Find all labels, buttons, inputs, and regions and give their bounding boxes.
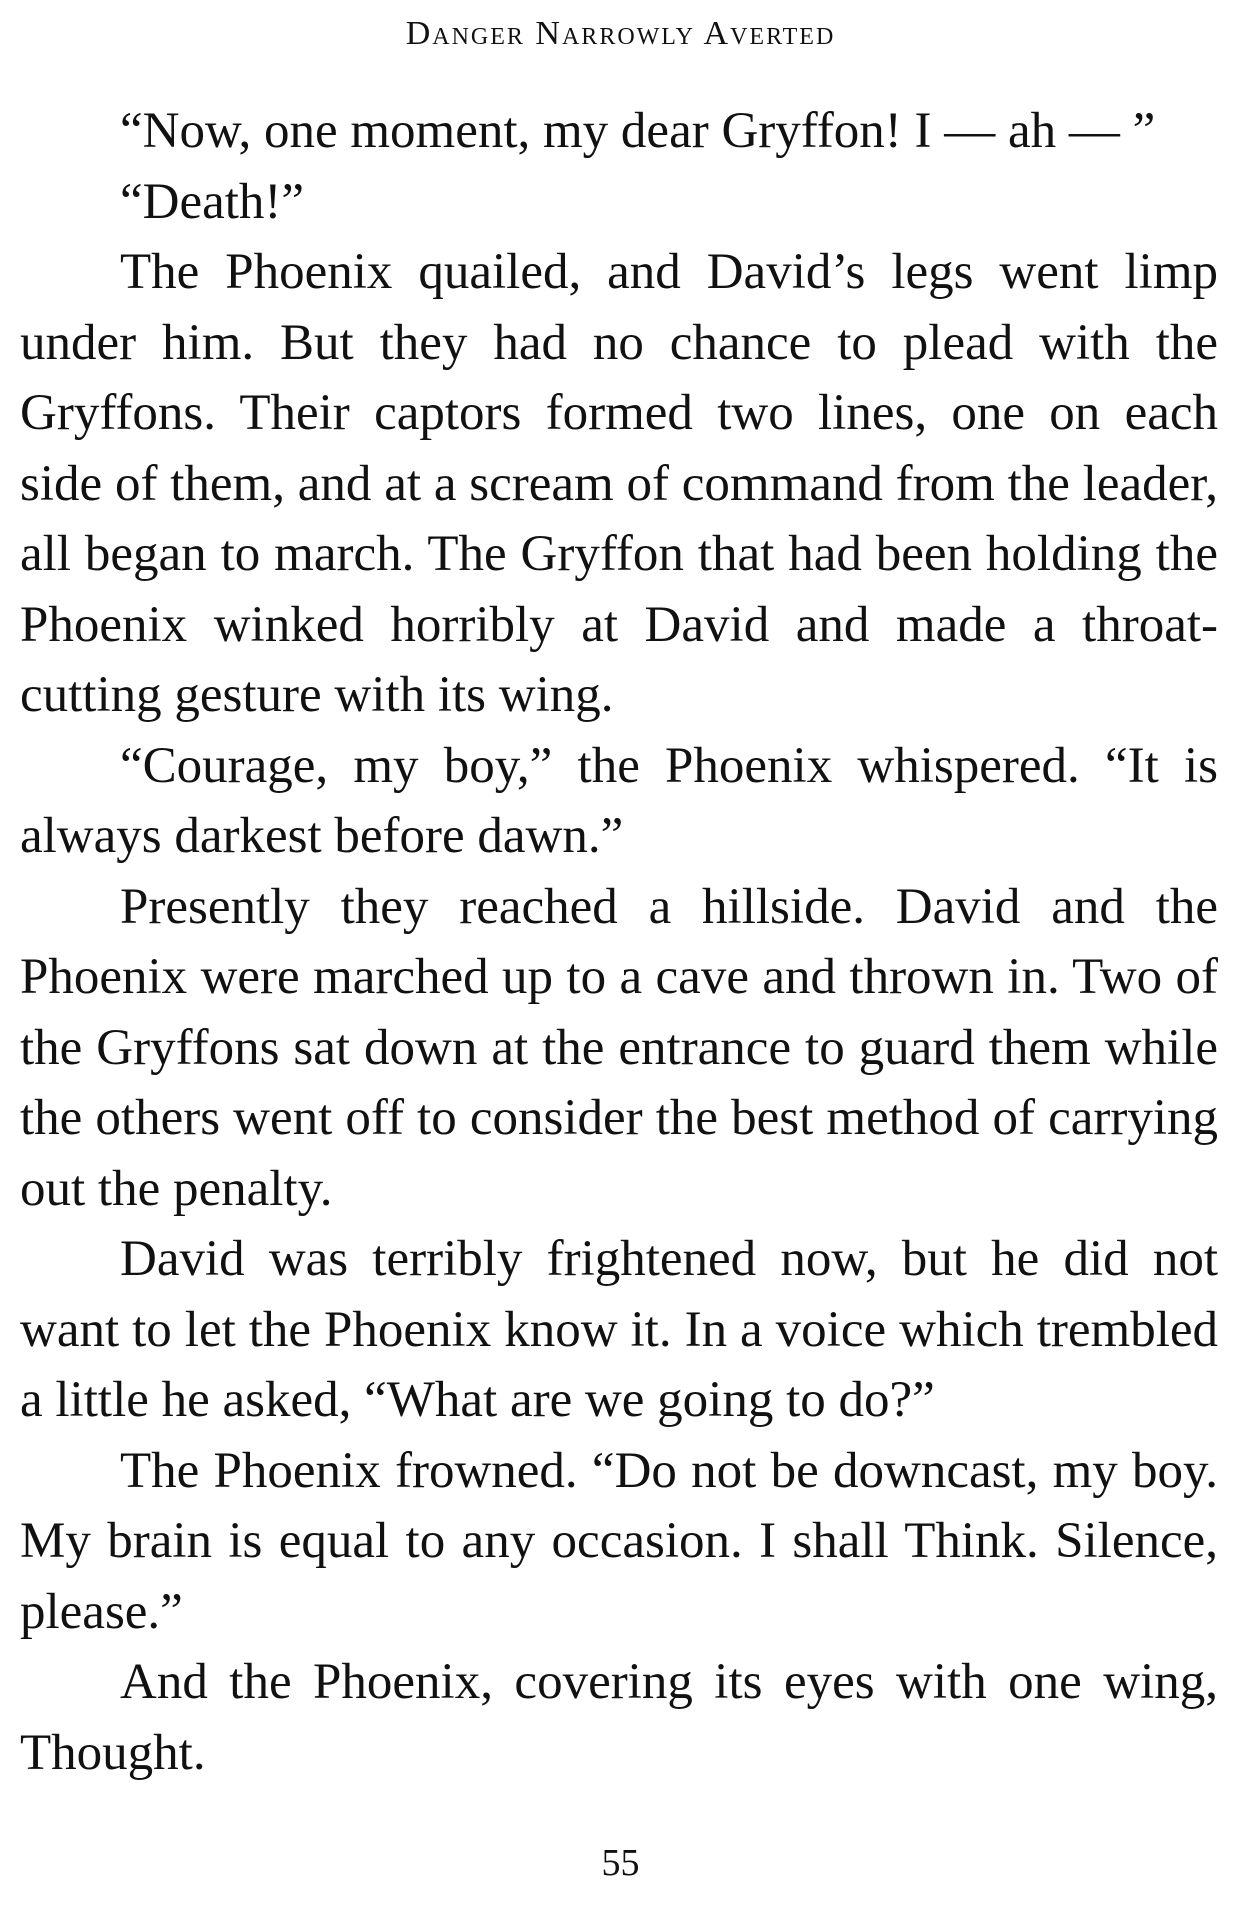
paragraph: The Phoenix quailed, and David’s legs went limp under him. But they had no chance to plead with the Gryffons. Their captors formed two lines, one on each side of them, and at a scream of command from the leader, all began to march. The Gryffon that had been holding the Phoenix winked horribly at David and made a throat-cutting gesture with its wing.: [20, 244, 1218, 723]
paragraph: And the Phoenix, covering its eyes with one wing, Thought.: [20, 1654, 1218, 1781]
paragraph: “Now, one moment, my dear Gryffon! I — ah — ”: [120, 103, 1156, 159]
paragraph: Presently they reached a hillside. David and the Phoenix were marched up to a cave and thrown in. Two of the Gryffons sat down at the entrance to guard them while the others went off to consider the best method of carrying out the penalty.: [20, 878, 1218, 1217]
running-head: Danger Narrowly Averted: [405, 15, 836, 52]
body-text: [20, 96, 1218, 1788]
paragraph: David was terribly frightened now, but he did not want to let the Phoenix know it. In a voice which trembled a little he asked, “What are we going to do?”: [20, 1231, 1218, 1428]
paragraph: “Death!”: [120, 173, 305, 230]
paragraph: “Courage, my boy,” the Phoenix whispered. “It is always darkest before dawn.”: [20, 737, 1218, 864]
paragraph: The Phoenix frowned. “Do not be downcast, my boy. My brain is equal to any occasion. I shall Think. Silence, please.”: [20, 1442, 1218, 1640]
page-number: 55: [601, 1842, 640, 1884]
